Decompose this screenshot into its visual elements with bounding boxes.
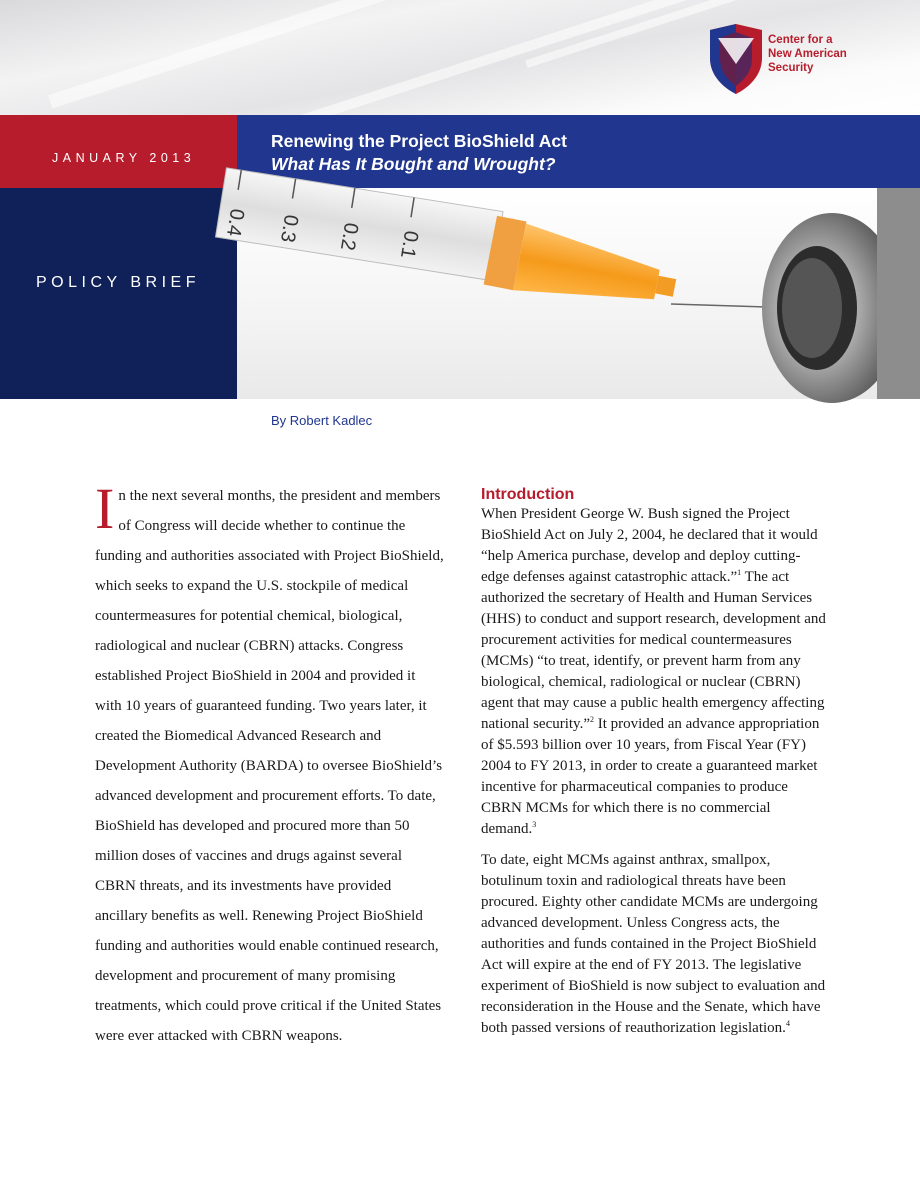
syringe-mark-1: 0.1 (395, 229, 422, 260)
syringe-mark-2: 0.2 (335, 221, 362, 252)
intro-p1-text-c: It provided an advance appropriation of $5.593 billion over 10 years, from Fiscal Year (FY) 2004 to FY 2013, in order to create a guaranteed market incentive for pharmaceutical companies to produce CBRN MCMs for which there is no commercial demand. (481, 716, 820, 837)
doc-type-panel (0, 188, 237, 399)
logo-line-1: Center for a (768, 34, 833, 46)
section-heading: Introduction (481, 486, 575, 503)
intro-p2-text: To date, eight MCMs against anthrax, smallpox, botulinum toxin and radiological threats have been procured. Eighty other candidate MCMs are undergoing advanced development. Unless Congress acts, the authorities and funds contained in the Project BioShield Act will expire at the end of FY 2013. The legislative experiment of BioShield is now subject to evaluation and reconsideration in the House and the Senate, which have both passed versions of reauthorization legislation. (481, 852, 826, 1036)
footnote-ref-1[interactable]: 1 (737, 568, 742, 577)
logo-text (768, 33, 847, 75)
doc-type-label: POLICY BRIEF (36, 274, 200, 291)
byline: By Robert Kadlec (271, 413, 373, 428)
footnote-ref-2[interactable]: 2 (589, 715, 594, 724)
syringe-photo (221, 188, 920, 399)
lead-paragraph (95, 476, 445, 1051)
intro-paragraph-2 (481, 850, 826, 1039)
document-title: Renewing the Project BioShield Act (271, 131, 567, 151)
dropcap: I (95, 476, 115, 541)
intro-p1-text-a: When President George W. Bush signed the Project BioShield Act on July 2, 2004, he declared that it would “help America purchase, develop and deploy cutting-edge defenses against catastrophic attack.” (481, 506, 818, 585)
logo-line-3: Security (768, 62, 814, 74)
lead-text: n the next several months, the president and members of Congress will decide whether to continue the funding and authorities associated with Project BioShield, which seeks to expand the U.S. stockpile of medical countermeasures for potential chemical, biological, radiological and nuclear (CBRN) attacks. Congress established Project BioShield in 2004 and provided it with 10 years of guaranteed funding. Two years later, it created the Biomedical Advanced Research and Development Authority (BARDA) to oversee BioShield’s advanced development and procurement efforts. To date, BioShield has developed and procured more than 50 million doses of vaccines and drugs against several CBRN threats, and its investments have provided ancillary benefits as well. Renewing Project BioShield funding and authorities would enable continued research, development and procurement of many promising treatments, which could prove critical if the United States were ever attacked with CBRN weapons. (95, 488, 444, 1044)
logo-line-2: New American (768, 48, 847, 60)
intro-paragraph-1 (481, 504, 826, 840)
footnote-ref-4[interactable]: 4 (785, 1019, 790, 1028)
footnote-ref-3[interactable]: 3 (532, 820, 537, 829)
shield-icon (706, 24, 766, 96)
intro-p1-text-b: The act authorized the secretary of Health and Human Services (HHS) to conduct and support research, development and procurement activities for medical countermeasures (MCMs) “to treat, identify, or prevent harm from any biological, chemical, radiological or nuclear (CBRN) agent that may cause a public health emergency affecting national security.” (481, 569, 826, 732)
publication-date: JANUARY 2013 (52, 151, 196, 165)
introduction-section (481, 484, 826, 1049)
syringe-mark-3: 0.3 (275, 213, 302, 244)
syringe-mark-4: 0.4 (221, 207, 248, 238)
document-subtitle: What Has It Bought and Wrought? (271, 154, 556, 174)
